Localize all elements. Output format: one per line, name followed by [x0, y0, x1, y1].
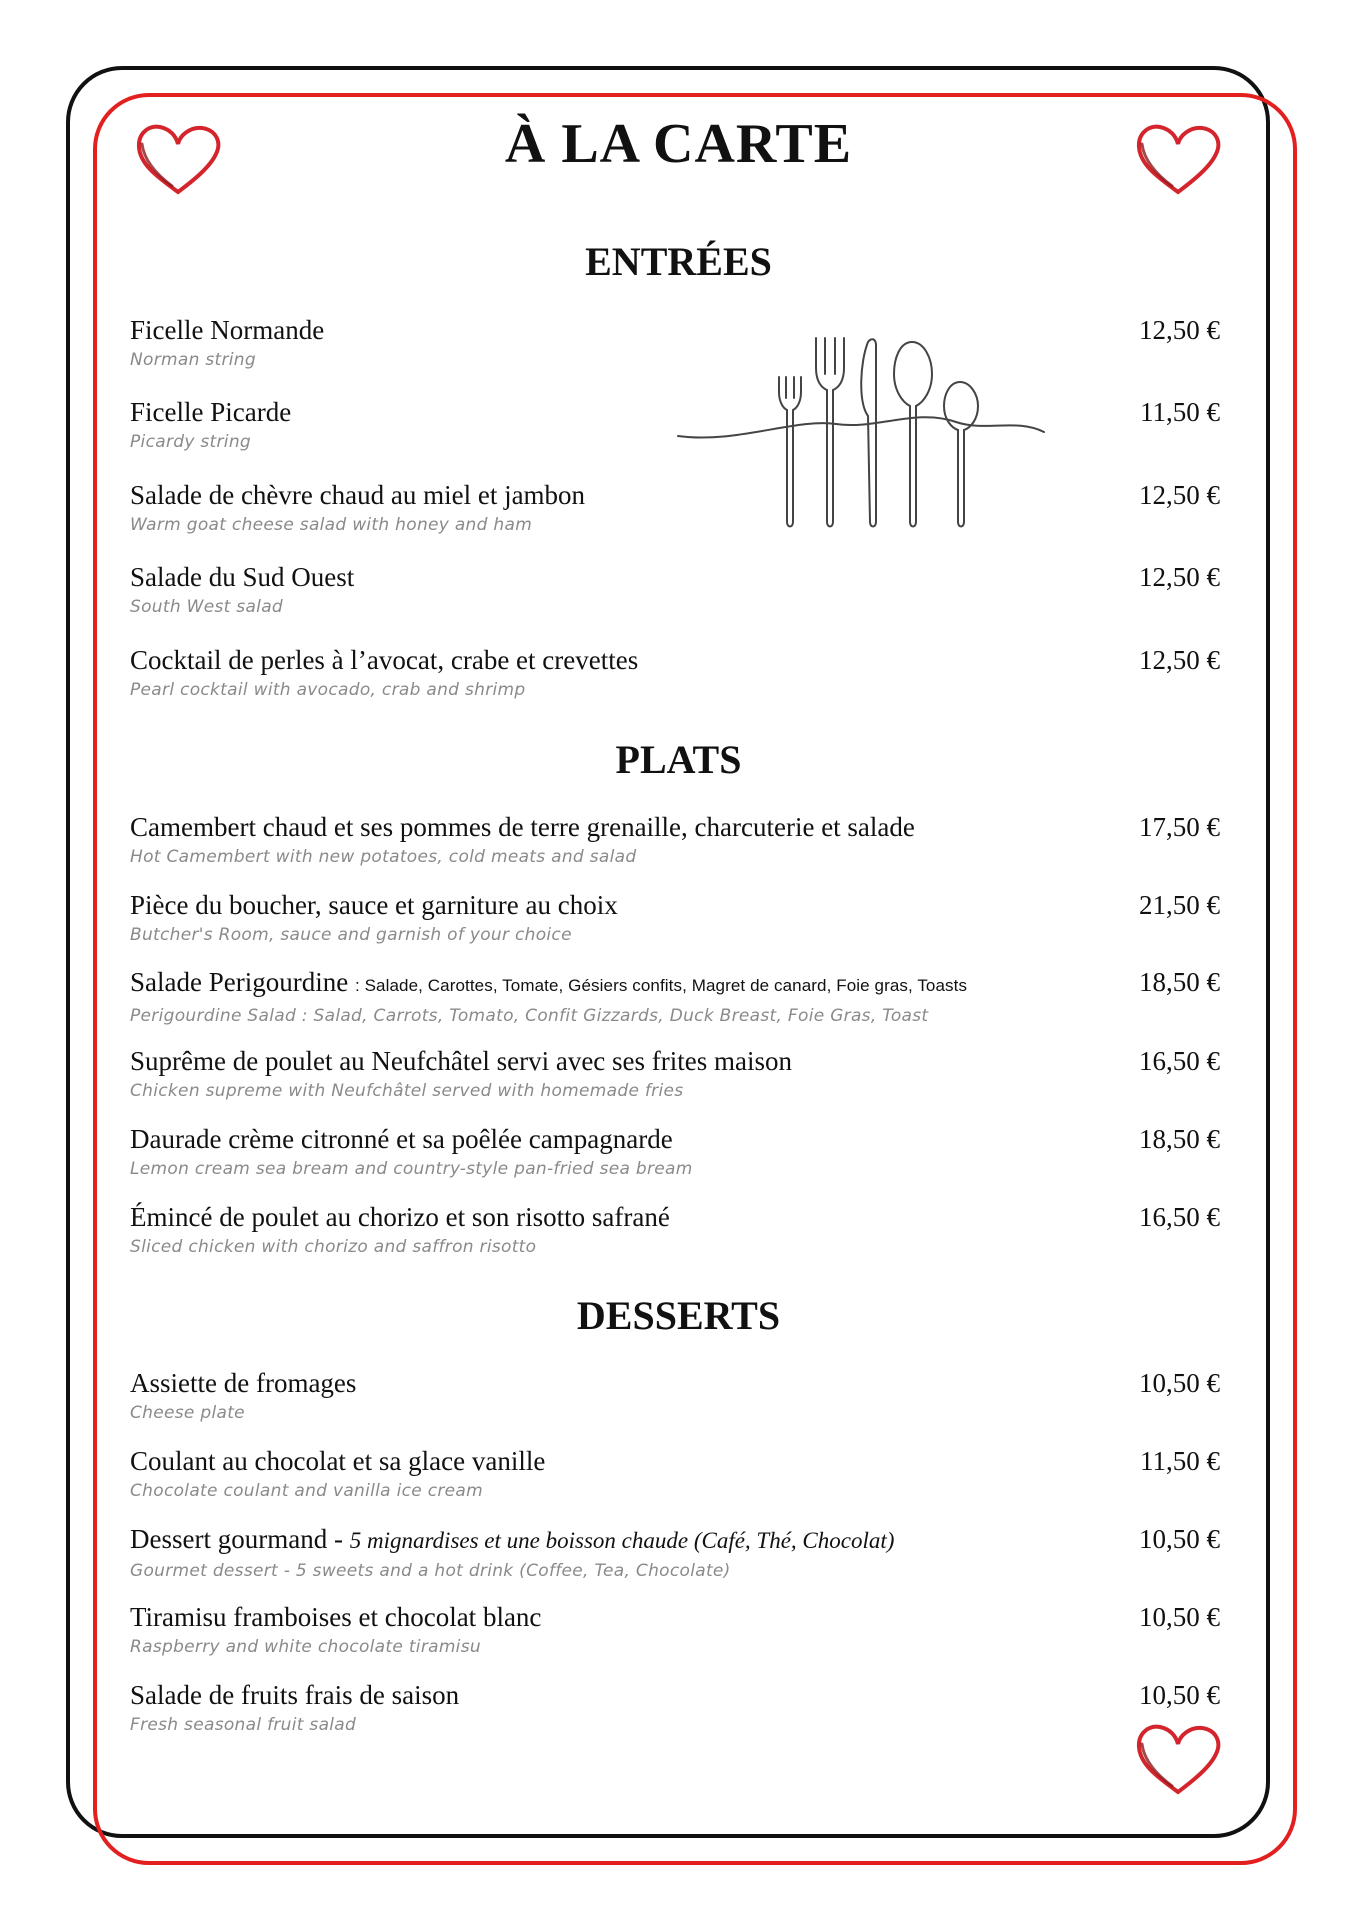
- item-price: 16,50 €: [1139, 1202, 1220, 1232]
- item-translation: Picardy string: [130, 432, 251, 452]
- item-price: 10,50 €: [1139, 1602, 1220, 1632]
- menu-item: [130, 966, 1220, 1028]
- item-price: 18,50 €: [1139, 1124, 1220, 1154]
- item-price: 12,50 €: [1139, 645, 1220, 675]
- menu-item: [130, 314, 1220, 372]
- item-translation: Norman string: [130, 350, 256, 370]
- item-price: 18,50 €: [1139, 967, 1220, 997]
- item-name: Salade du Sud Ouest: [130, 562, 355, 592]
- section-title-entrees: ENTRÉES: [585, 239, 772, 284]
- item-price: 10,50 €: [1139, 1368, 1220, 1398]
- item-name: Pièce du boucher, sauce et garniture au choix: [130, 890, 618, 920]
- item-translation: Sliced chicken with chorizo and saffron risotto: [130, 1237, 537, 1257]
- item-name: Assiette de fromages: [130, 1368, 357, 1398]
- menu-item: [130, 644, 1220, 702]
- item-name: Daurade crème citronné et sa poêlée campagnarde: [130, 1124, 673, 1154]
- item-translation: Gourmet dessert - 5 sweets and a hot drink (Coffee, Tea, Chocolate): [130, 1561, 731, 1581]
- menu-item: [130, 1045, 1220, 1103]
- menu-item: [130, 811, 1220, 869]
- item-name: Salade de chèvre chaud au miel et jambon: [130, 480, 586, 510]
- item-name-text: Dessert gourmand -: [130, 1524, 343, 1554]
- item-name: Ficelle Picarde: [130, 397, 292, 427]
- item-description: 5 mignardises et une boisson chaude (Café, Thé, Chocolat): [349, 1528, 895, 1553]
- item-translation: Chocolate coulant and vanilla ice cream: [130, 1481, 484, 1501]
- menu-item: [130, 1367, 1220, 1425]
- section-title-desserts: DESSERTS: [576, 1293, 781, 1338]
- menu-item: [130, 1201, 1220, 1259]
- item-price: 12,50 €: [1139, 562, 1220, 592]
- menu-title: À LA CARTE: [504, 113, 853, 175]
- item-price: 21,50 €: [1139, 890, 1220, 920]
- item-translation: South West salad: [130, 597, 284, 617]
- item-translation: Warm goat cheese salad with honey and ham: [130, 515, 533, 535]
- item-price: 17,50 €: [1139, 812, 1220, 842]
- item-ingredients: : Salade, Carottes, Tomate, Gésiers confits, Magret de canard, Foie gras, Toasts: [354, 976, 968, 995]
- item-price: 10,50 €: [1139, 1524, 1220, 1554]
- item-price: 12,50 €: [1139, 480, 1220, 510]
- item-name: Ficelle Normande: [130, 315, 325, 345]
- menu-item: [130, 1601, 1220, 1659]
- item-translation: Cheese plate: [130, 1403, 245, 1423]
- item-name: Émincé de poulet au chorizo et son risotto safrané: [130, 1202, 670, 1232]
- menu-item: [130, 1123, 1220, 1181]
- item-price: 16,50 €: [1139, 1046, 1220, 1076]
- menu-item: [130, 1445, 1220, 1503]
- item-translation: Pearl cocktail with avocado, crab and shrimp: [130, 680, 526, 700]
- item-translation: Hot Camembert with new potatoes, cold meats and salad: [130, 847, 637, 867]
- item-translation: Raspberry and white chocolate tiramisu: [130, 1637, 481, 1657]
- item-price: 11,50 €: [1140, 397, 1220, 427]
- menu-item: [130, 561, 1220, 619]
- item-name: Cocktail de perles à l’avocat, crabe et crevettes: [130, 645, 639, 675]
- item-translation: Perigourdine Salad : Salad, Carrots, Tomato, Confit Gizzards, Duck Breast, Foie Gras, Toast: [130, 1006, 929, 1026]
- menu-item: [130, 889, 1220, 947]
- item-translation: Chicken supreme with Neufchâtel served with homemade fries: [130, 1081, 684, 1101]
- menu-item: [130, 1679, 1220, 1737]
- item-name: Suprême de poulet au Neufchâtel servi avec ses frites maison: [130, 1046, 793, 1076]
- item-name: Salade de fruits frais de saison: [130, 1680, 460, 1710]
- menu-item: [130, 1523, 1220, 1583]
- item-translation: Lemon cream sea bream and country-style pan-fried sea bream: [130, 1159, 693, 1179]
- item-name-text: Salade Perigourdine: [130, 967, 349, 997]
- item-translation: Fresh seasonal fruit salad: [130, 1715, 357, 1735]
- item-name: Coulant au chocolat et sa glace vanille: [130, 1446, 546, 1476]
- item-name: Camembert chaud et ses pommes de terre grenaille, charcuterie et salade: [130, 812, 915, 842]
- menu-item: [130, 479, 1220, 537]
- menu-item: [130, 396, 1220, 454]
- item-price: 10,50 €: [1139, 1680, 1220, 1710]
- item-name: [130, 1523, 1220, 1557]
- item-price: 12,50 €: [1139, 315, 1220, 345]
- item-translation: Butcher's Room, sauce and garnish of your choice: [130, 925, 572, 945]
- item-price: 11,50 €: [1140, 1446, 1220, 1476]
- section-title-plats: PLATS: [615, 737, 742, 782]
- item-name: [130, 966, 1220, 1002]
- item-name: Tiramisu framboises et chocolat blanc: [130, 1602, 542, 1632]
